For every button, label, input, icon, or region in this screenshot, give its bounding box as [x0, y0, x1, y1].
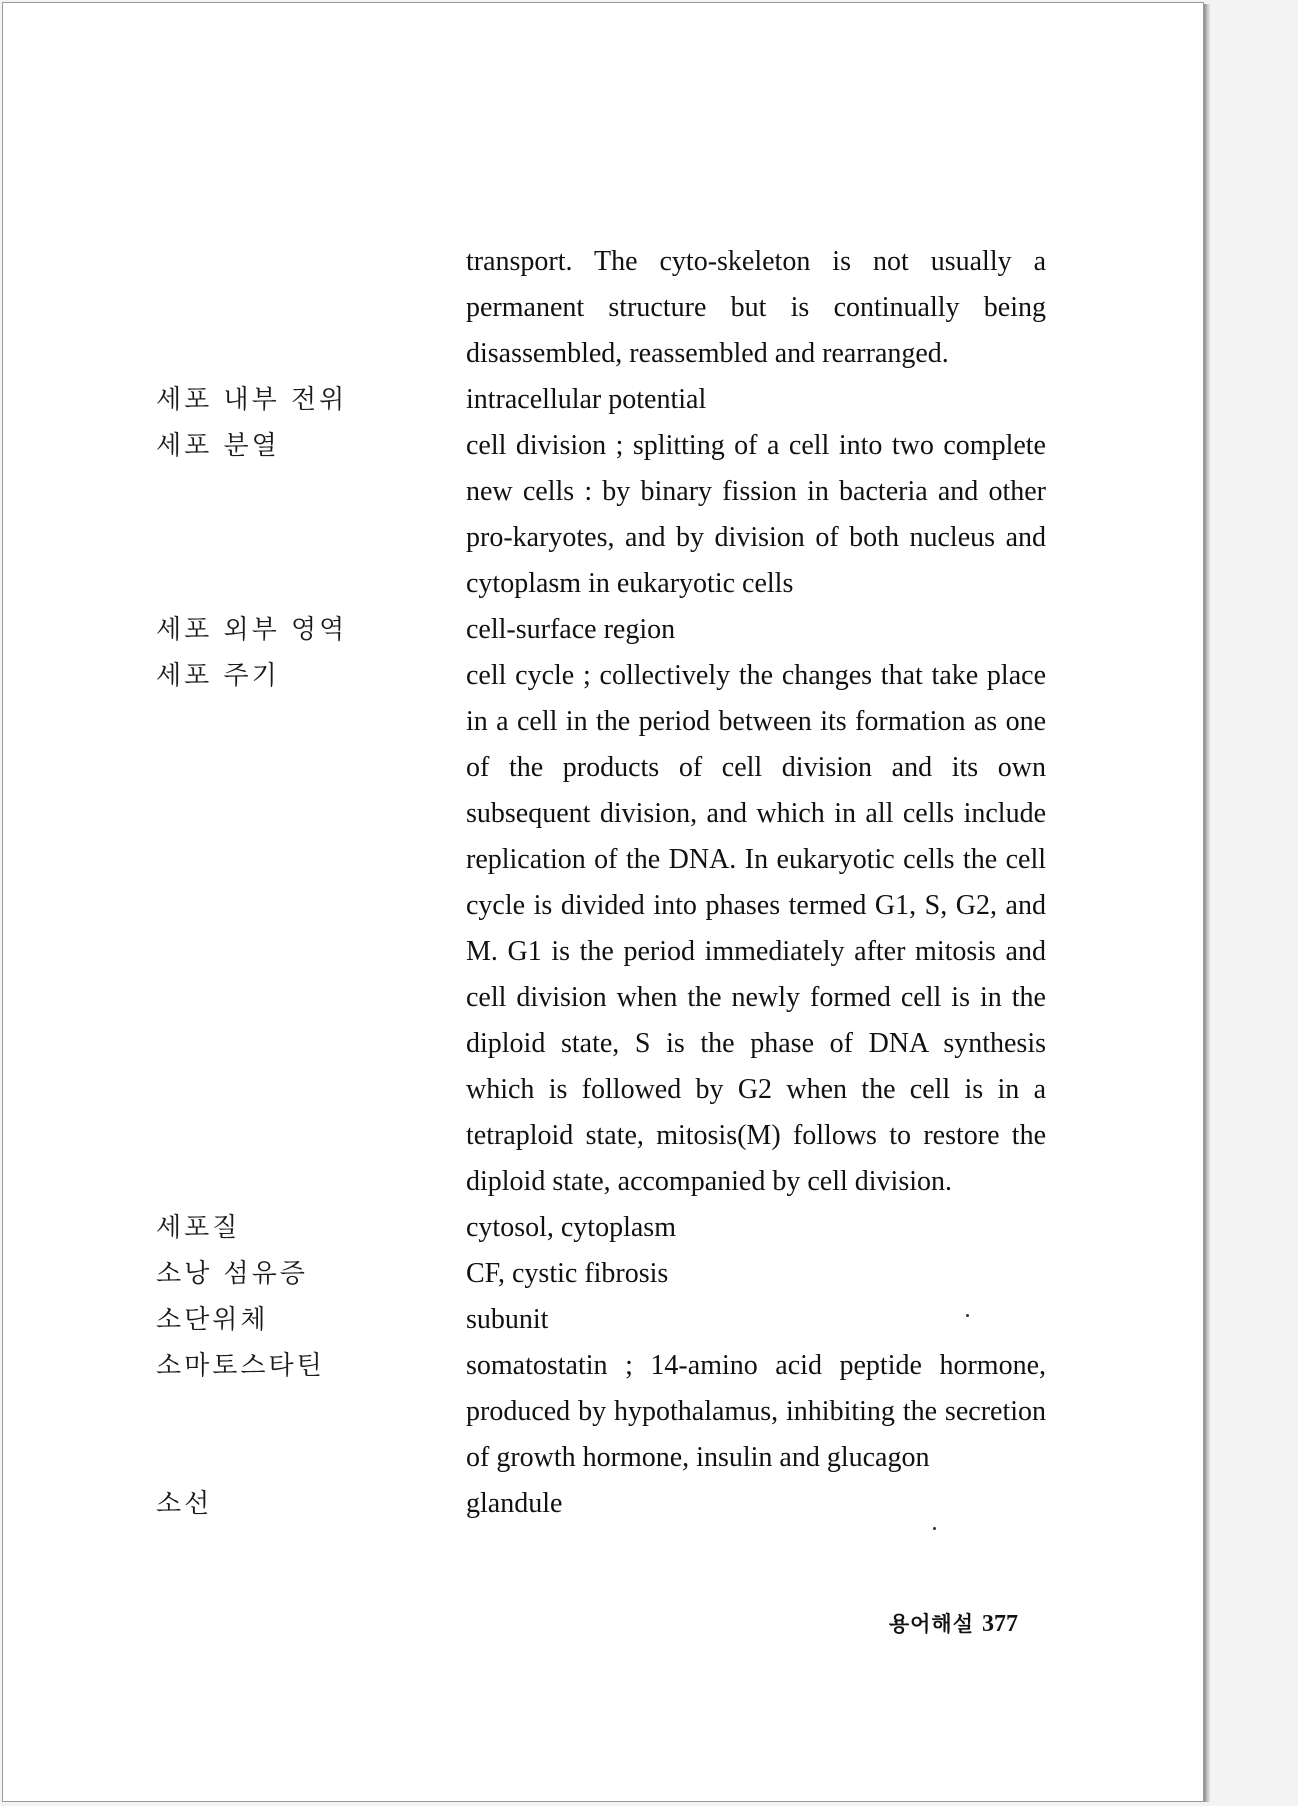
page-number: 377: [982, 1611, 1018, 1637]
glossary-entry: [156, 1251, 1056, 1297]
glossary-entry: [156, 1343, 1056, 1481]
glossary-term: 소선: [156, 1489, 213, 1519]
page-edge-shadow: [1204, 4, 1210, 1802]
glossary-term: 세포 내부 전위: [156, 385, 348, 415]
glossary-entry: [156, 423, 1056, 607]
glossary-entry: [156, 1205, 1056, 1251]
glossary-entry: [156, 607, 1056, 653]
glossary-definition: somatostatin ; 14-amino acid peptide hormone, produced by hypothalamus, inhibiting the secretion of growth hormone, insulin and glucagon: [466, 1350, 1046, 1473]
glossary-definition: subunit: [466, 1304, 549, 1335]
glossary-entry-continuation: [156, 239, 1056, 377]
glossary-entry: [156, 1297, 1056, 1343]
glossary-term: 세포 분열: [156, 431, 280, 461]
glossary-definition: intracellular potential: [466, 384, 707, 415]
glossary-definition-continuation: transport. The cyto-skeleton is not usually a permanent structure but is continually being disassembled, reassembled and rearranged.: [466, 246, 1046, 369]
glossary-definition: glandule: [466, 1488, 563, 1519]
scan-speck: [966, 1314, 969, 1317]
glossary-definition: cell-surface region: [466, 614, 676, 645]
glossary-body: [156, 239, 1056, 1527]
glossary-term: 세포 주기: [156, 661, 280, 691]
glossary-entry: [156, 377, 1056, 423]
glossary-definition: CF, cystic fibrosis: [466, 1258, 669, 1289]
glossary-term: 소낭 섬유증: [156, 1259, 308, 1289]
glossary-term: 세포 외부 영역: [156, 615, 348, 645]
document-page: [2, 2, 1204, 1802]
glossary-entry: [156, 653, 1056, 1205]
glossary-term: 세포질: [156, 1213, 241, 1243]
glossary-term: 소단위체: [156, 1305, 269, 1335]
page-footer: [873, 1608, 1018, 1638]
glossary-definition: cytosol, cytoplasm: [466, 1212, 676, 1243]
glossary-entry: [156, 1481, 1056, 1527]
section-label: 용어해설: [888, 1612, 974, 1636]
scan-speck: [933, 1527, 936, 1530]
glossary-definition: cell division ; splitting of a cell into two complete new cells : by binary fission in bacteria and other pro-karyotes, and by division of both nucleus and cytoplasm in eukaryotic cells: [466, 430, 1046, 599]
glossary-term: 소마토스타틴: [156, 1351, 325, 1381]
glossary-definition: cell cycle ; collectively the changes that take place in a cell in the period between its formation as one of the products of cell division and its own subsequent division, and which in all cells include replication of the DNA. In eukaryotic cells the cell cycle is divided into phases termed G1, S, G2, and M. G1 is the period immediately after mitosis and cell division when the newly formed cell is in the diploid state, S is the phase of DNA synthesis which is followed by G2 when the cell is in a tetraploid state, mitosis(M) follows to restore the diploid state, accompanied by cell division.: [466, 660, 1046, 1197]
